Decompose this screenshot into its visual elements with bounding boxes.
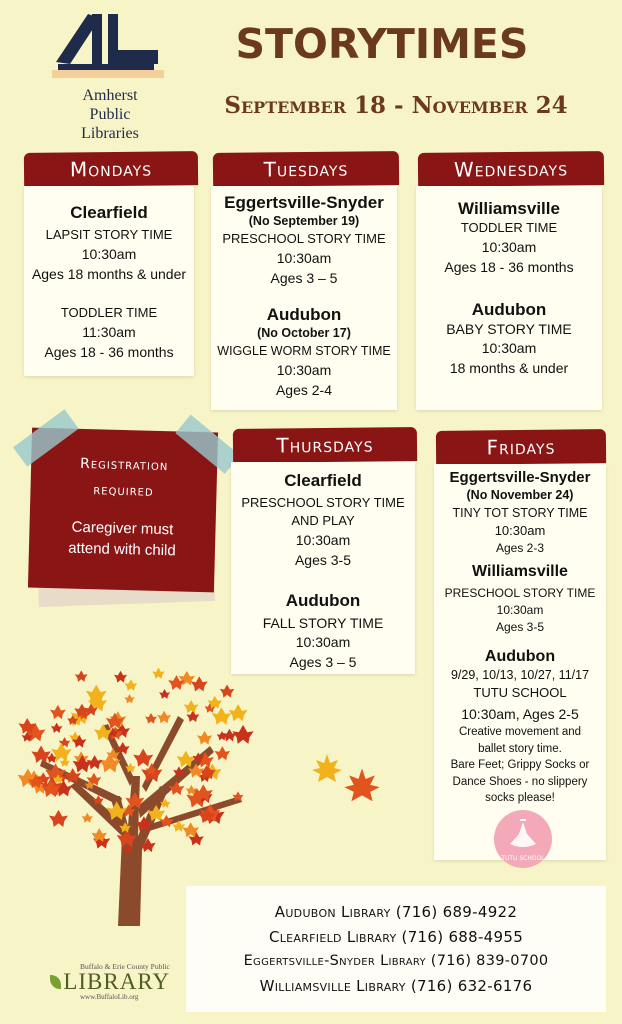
leaf <box>145 713 157 724</box>
page-title: STORYTIMES <box>235 20 529 68</box>
leaf <box>114 671 127 683</box>
maple-leaf-icon <box>310 752 344 786</box>
wednesday-card: Williamsville TODDLER TIME 10:30am Ages 18 - 36 months Audubon BABY STORY TIME 10:30am 18 months & under <box>416 186 602 410</box>
location: Clearfield <box>70 203 148 222</box>
leaf <box>49 810 68 827</box>
tab-wednesdays: Wednesdays <box>418 151 604 187</box>
leaf <box>159 689 170 699</box>
tab-tuesdays: Tuesdays <box>213 151 399 187</box>
leaf <box>124 694 134 703</box>
leaf <box>75 670 88 681</box>
leaf <box>232 725 253 744</box>
tab-thursdays: Thursdays <box>233 427 417 463</box>
leaf <box>215 746 231 760</box>
contact-clearfield: Clearfield Library (716) 688-4955 <box>268 927 524 946</box>
monday-card: Clearfield LAPSIT STORY TIME 10:30am Ages 18 months & under TODDLER TIME 11:30am Ages 18 - 36 months <box>24 186 194 376</box>
leaf <box>197 731 212 745</box>
caregiver-note: Caregiver must attend with child <box>67 518 176 560</box>
tutu-description: Creative movement and ballet story time. Bare Feet; Grippy Socks or Dance Shoes - no slippery socks please! <box>450 726 590 804</box>
books-icon <box>48 8 168 84</box>
leaf <box>191 676 208 691</box>
maple-leaf-icon <box>342 766 382 806</box>
leaf <box>152 668 164 679</box>
contact-williamsville: Williamsville Library (716) 632-6176 <box>259 976 533 995</box>
leaf <box>50 705 66 719</box>
svg-text:TUTU SCHOOL: TUTU SCHOOL <box>501 855 545 862</box>
leaf <box>157 711 171 724</box>
library-name: Amherst Public Libraries <box>81 87 139 142</box>
leaf <box>82 813 93 823</box>
leaf <box>133 749 153 767</box>
tab-mondays: Mondays <box>24 151 198 187</box>
tuesday-card: Eggertsville-Snyder (No September 19) PRESCHOOL STORY TIME 10:30am Ages 3 – 5 Audubon (No October 17) WIGGLE WORM STORY TIME 10:30am Ages 2-4 <box>211 186 397 410</box>
contact-audubon: Audubon Library (716) 689-4922 <box>274 903 518 921</box>
leaf <box>51 723 62 733</box>
leaf <box>184 700 199 713</box>
tutu-icon <box>494 810 552 868</box>
date-range: September 18 - November 24 <box>224 92 568 119</box>
leaf <box>220 684 235 697</box>
registration-note <box>28 428 218 593</box>
leaf <box>124 679 137 690</box>
leaf <box>212 707 231 725</box>
tab-fridays: Fridays <box>436 429 606 465</box>
friday-card: Eggertsville-Snyder (No November 24) TINY TOT STORY TIME 10:30am Ages 2-3 Williamsville PRESCHOOL STORY TIME 10:30am Ages 3-5 Audubon 9/29, 10/13, 10/27, 11/17 TUTU SCHOOL 10:30am, Ages 2-5 Creative movement and ballet story time. Bare Feet; Grippy Socks or Dance Shoes - no slippery socks please! TUTU SCHOOL <box>434 464 606 860</box>
leaf <box>229 704 248 721</box>
registration-heading: Registration required <box>79 455 169 500</box>
leaf <box>31 745 50 763</box>
leaf-icon <box>50 975 61 989</box>
contact-eggertsville: Eggertsville-Snyder Library (716) 839-0700 <box>243 953 549 969</box>
buffalo-library-logo: Buffalo & Erie County Public LIBRARY www.BuffaloLib.org <box>50 962 170 1001</box>
thursday-card: Clearfield PRESCHOOL STORY TIME AND PLAY 10:30am Ages 3-5 Audubon FALL STORY TIME 10:30am Ages 3 – 5 <box>231 462 415 674</box>
contact-list <box>186 886 606 1012</box>
